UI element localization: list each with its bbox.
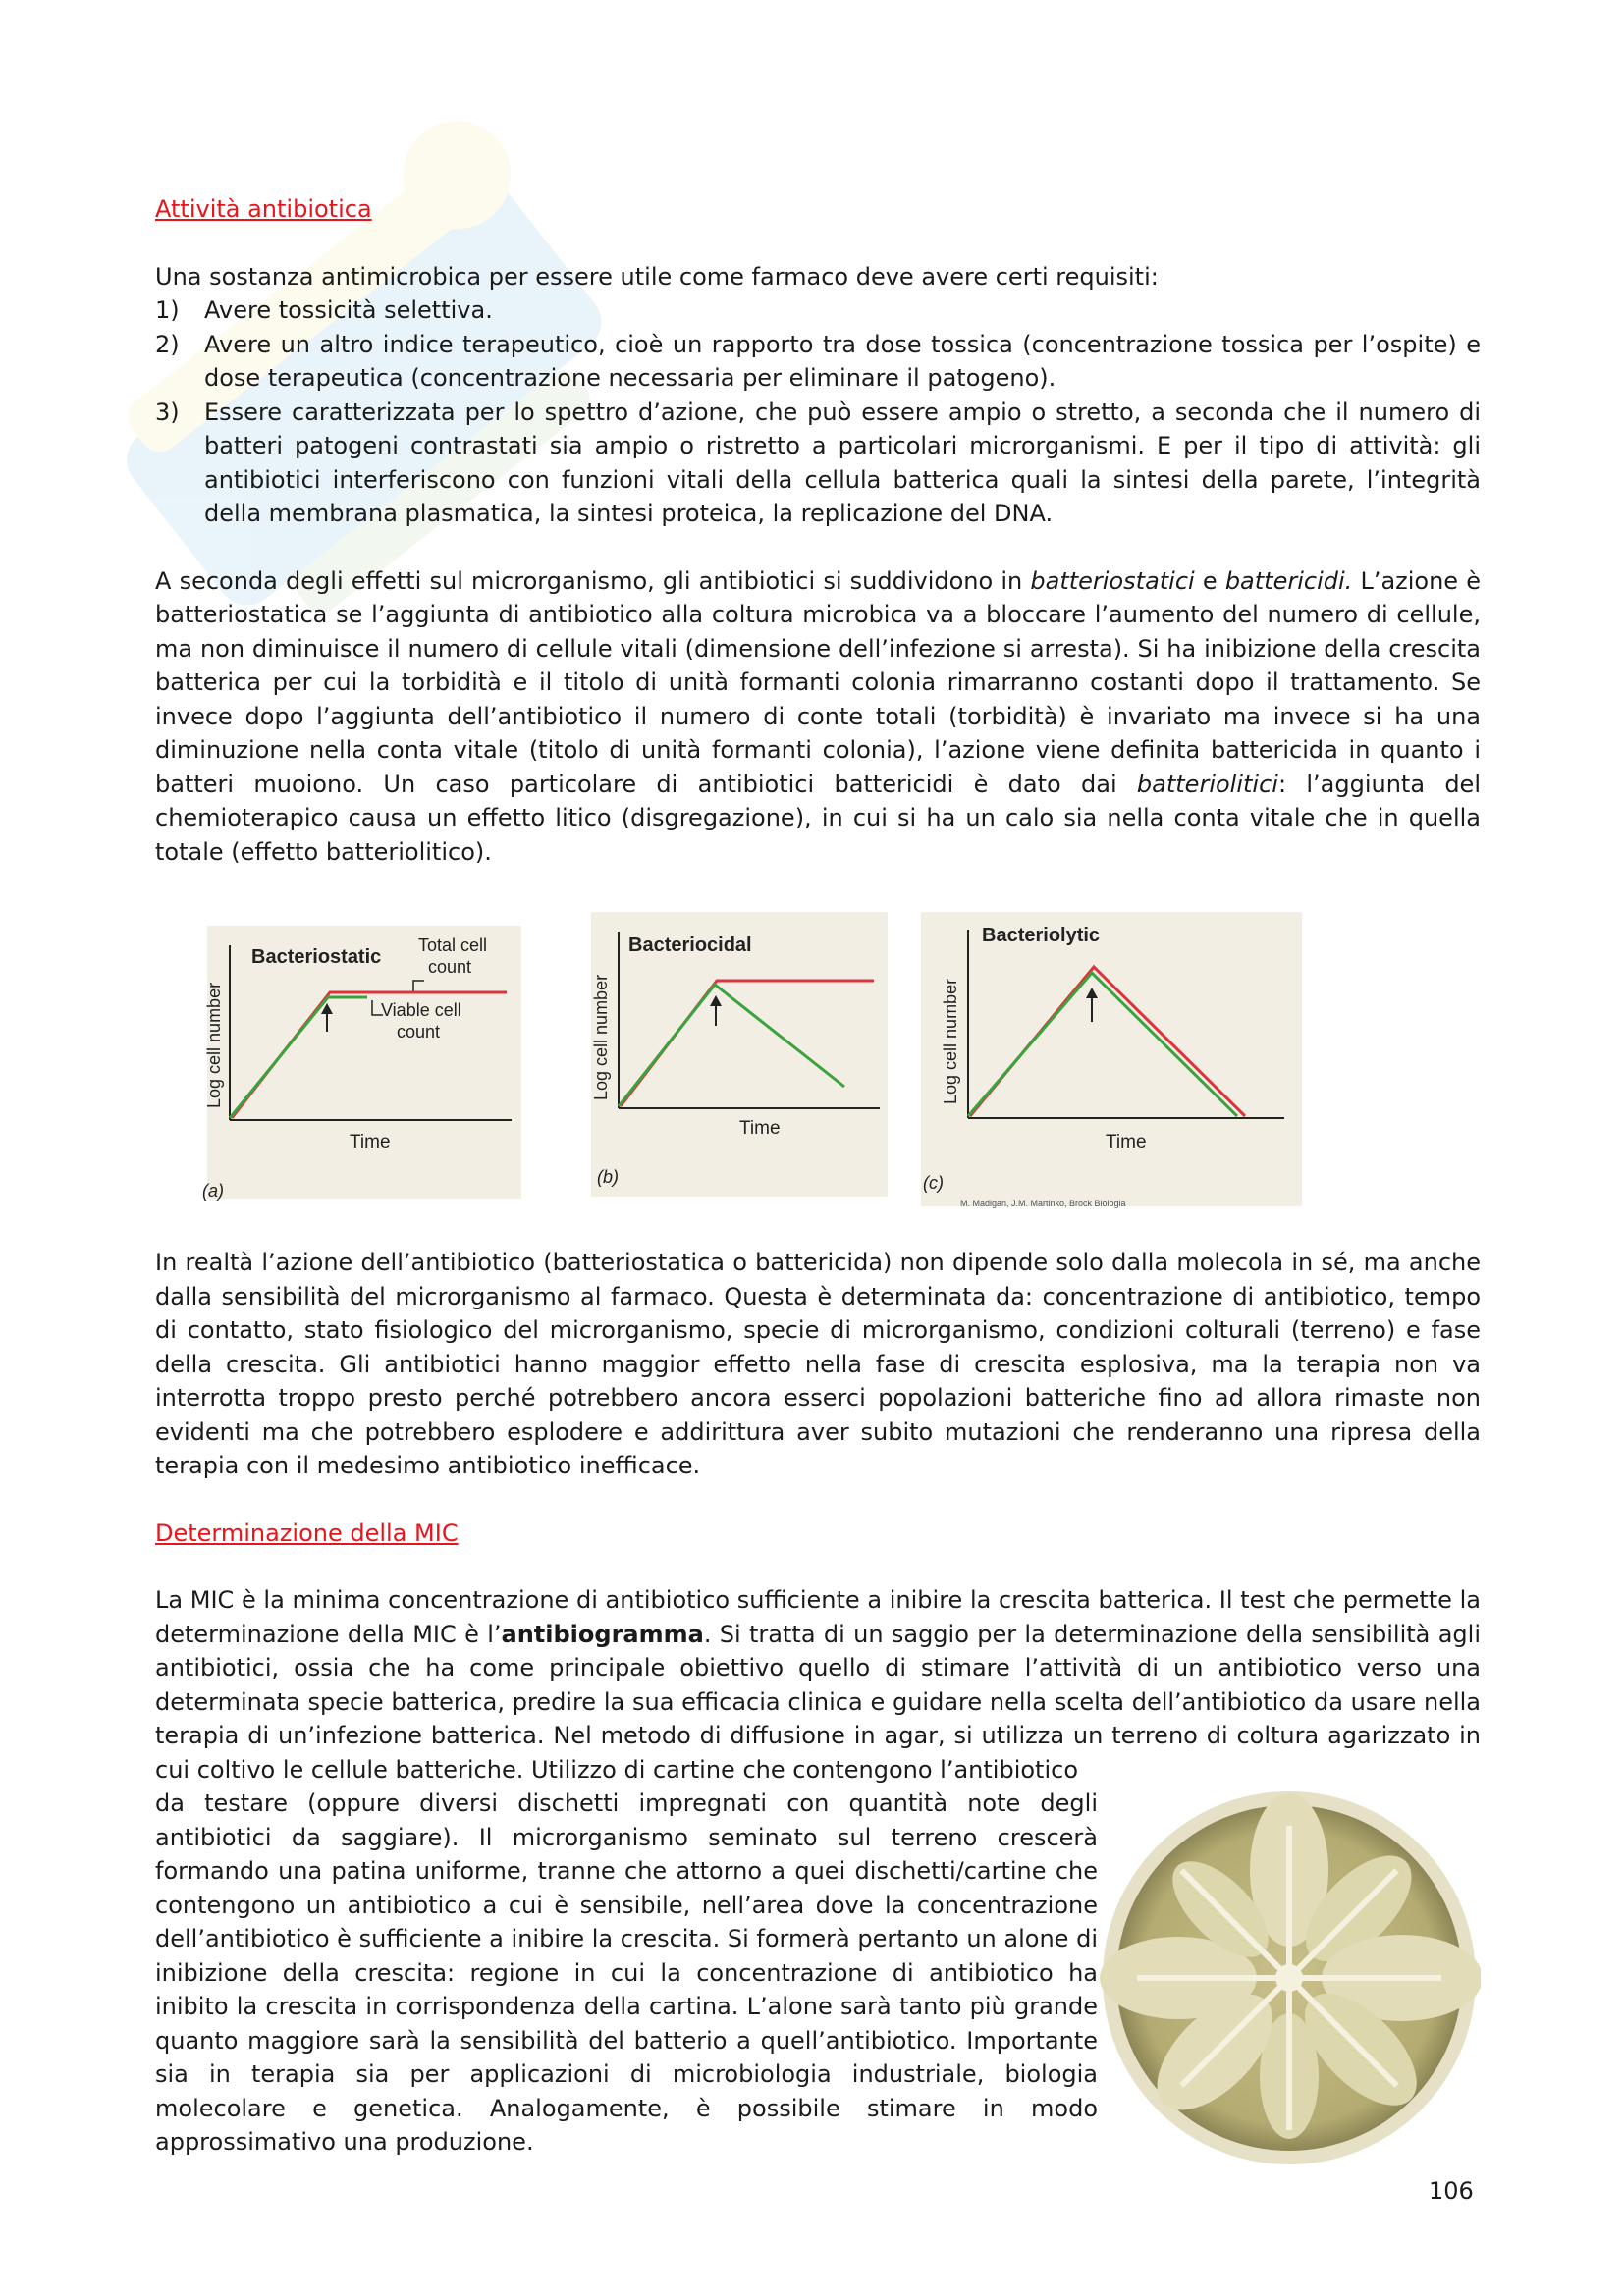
- antibiogram-plate-image: [1098, 1787, 1481, 2169]
- list-item: 2) Avere un altro indice terapeutico, cioè un rapporto tra dose tossica (concentrazione tossica per l’ospite) e dose terapeutica (concentrazione necessaria per eliminare il patogeno).: [155, 330, 1481, 392]
- figure-label: (b): [597, 1167, 619, 1187]
- x-axis-label: Time: [350, 1132, 391, 1152]
- mic-wrapped-paragraph: da testare (oppure diversi dischetti impregnati con quantità note degli antibiotici da saggiare). Il microrganismo seminato sul terreno crescerà formando una patina uniforme, tranne che attorno a quei dischetti/cartine che contengono un antibiotico a cui è sensibile, nell’area dove la concentrazione dell’antibiotico è sufficiente a inibire la crescita. Si formerà pertanto un alone di inibizione della crescita: regione in cui la concentrazione di antibiotico ha inibito la crescita in corrispondenza della cartina. L’alone sarà tanto più grande quanto maggiore sarà la sensibilità del batterio a quell’antibiotico. Importante sia in terapia sia per applicazioni di microbiologia industriale, biologia molecolare e genetica. Analogamente, è possibile stimare in modo approssimativo una produzione.: [155, 1789, 1098, 2156]
- growth-curves-figure: [155, 912, 1481, 1214]
- x-axis-label: Time: [1106, 1132, 1147, 1152]
- y-axis-label: Log cell number: [204, 982, 224, 1108]
- figure-bacteriolytic: [921, 912, 1471, 1214]
- mic-wrap-section: [155, 1787, 1481, 2160]
- page-number: 106: [1429, 2177, 1474, 2205]
- figure-title: Bacteriocidal: [628, 934, 752, 956]
- page-content: [155, 192, 1481, 2160]
- figure-label: (a): [202, 1181, 224, 1201]
- figure-bacteriostatic: [173, 912, 526, 1214]
- x-axis-label: Time: [739, 1118, 781, 1139]
- section-heading-mic: Determinazione della MIC: [155, 1519, 459, 1547]
- figure-title: Bacteriostatic: [251, 946, 382, 968]
- y-axis-label: Log cell number: [591, 974, 611, 1100]
- effects-paragraph: A seconda degli effetti sul microrganismo, gli antibiotici si suddividono in batteriostatici e battericidi. L’azione è batteriostatica se l’aggiunta di antibiotico alla coltura microbica va a bloccare l’aumento del numero di cellule, ma non diminuisce il numero di cellule vitali (dimensione dell’infezione si arresta). Si ha inibizione della crescita batterica per cui la torbidità e il titolo di unità formanti colonia rimarranno costanti dopo il trattamento. Se invece dopo l’aggiunta dell’antibiotico il numero di conte totali (torbidità) è invariato ma invece si ha una diminuzione nella conta vitale (titolo di unità formanti colonia), l’azione viene definita battericida in quanto i batteri muoiono. Un caso particolare di antibiotici battericidi è dato dai batteriolitici: l’aggiunta del chemioterapico causa un effetto litico (disgregazione), in cui si ha un calo sia nella conta vitale che in quella totale (effetto batteriolitico).: [155, 566, 1481, 866]
- requirements-list: [155, 294, 1481, 531]
- section-heading-attivita: Attività antibiotica: [155, 195, 372, 223]
- sensitivity-paragraph: In realtà l’azione dell’antibiotico (batteriostatica o battericida) non dipende solo dalla molecola in sé, ma anche dalla sensibilità del microrganismo al farmaco. Questa è determinata da: concentrazione di antibiotico, tempo di contatto, stato fisiologico del microrganismo, specie di microrganismo, condizioni colturali (terreno) e fase della crescita. Gli antibiotici hanno maggior effetto nella fase di crescita esplosiva, ma la terapia non va interrotta troppo presto perché potrebbero ancora esserci popolazioni batteriche fino ad allora rimaste non evidenti ma che potrebbero esplodere e addirittura aver subito mutazioni che renderanno una ripresa della terapia con il medesimo antibiotico inefficace.: [155, 1249, 1481, 1479]
- total-count-label: count: [428, 957, 472, 977]
- figure-label: (c): [923, 1173, 944, 1193]
- figure-credit: M. Madigan, J.M. Martinko, Brock Biologia: [960, 1199, 1126, 1208]
- viable-count-label: count: [397, 1022, 441, 1041]
- y-axis-label: Log cell number: [941, 978, 960, 1104]
- figure-title: Bacteriolytic: [982, 925, 1101, 946]
- total-count-label: Total cell: [418, 935, 488, 955]
- figure-bacteriocidal: [568, 912, 901, 1214]
- list-item: 1) Avere tossicità selettiva.: [155, 296, 493, 324]
- intro-paragraph: Una sostanza antimicrobica per essere utile come farmaco deve avere certi requisiti:: [155, 262, 1159, 291]
- viable-count-label: Viable cell: [381, 1000, 461, 1020]
- mic-paragraph: La MIC è la minima concentrazione di antibiotico sufficiente a inibire la crescita batterica. Il test che permette la determinazione della MIC è l’antibiogramma. Si tratta di un saggio per la determinazione della sensibilità agli antibiotici, ossia che ha come principale obiettivo quello di stimare l’attività di un antibiotico verso una determinata specie batterica, predire la sua efficacia clinica e guidare nella scelta dell’antibiotico da usare nella terapia di un’infezione batterica. Nel metodo di diffusione in agar, si utilizza un terreno di coltura agarizzato in cui coltivo le cellule batteriche. Utilizzo di cartine che contengono l’antibiotico: [155, 1586, 1481, 1784]
- list-item: 3) Essere caratterizzata per lo spettro d’azione, che può essere ampio o stretto, a seconda che il numero di batteri patogeni contrastati sia ampio o ristretto a particolari microrganismi. E per il tipo di attività: gli antibiotici interferiscono con funzioni vitali della cellula batterica quali la sintesi della parete, l’integrità della membrana plasmatica, la sintesi proteica, la replicazione del DNA.: [155, 398, 1481, 527]
